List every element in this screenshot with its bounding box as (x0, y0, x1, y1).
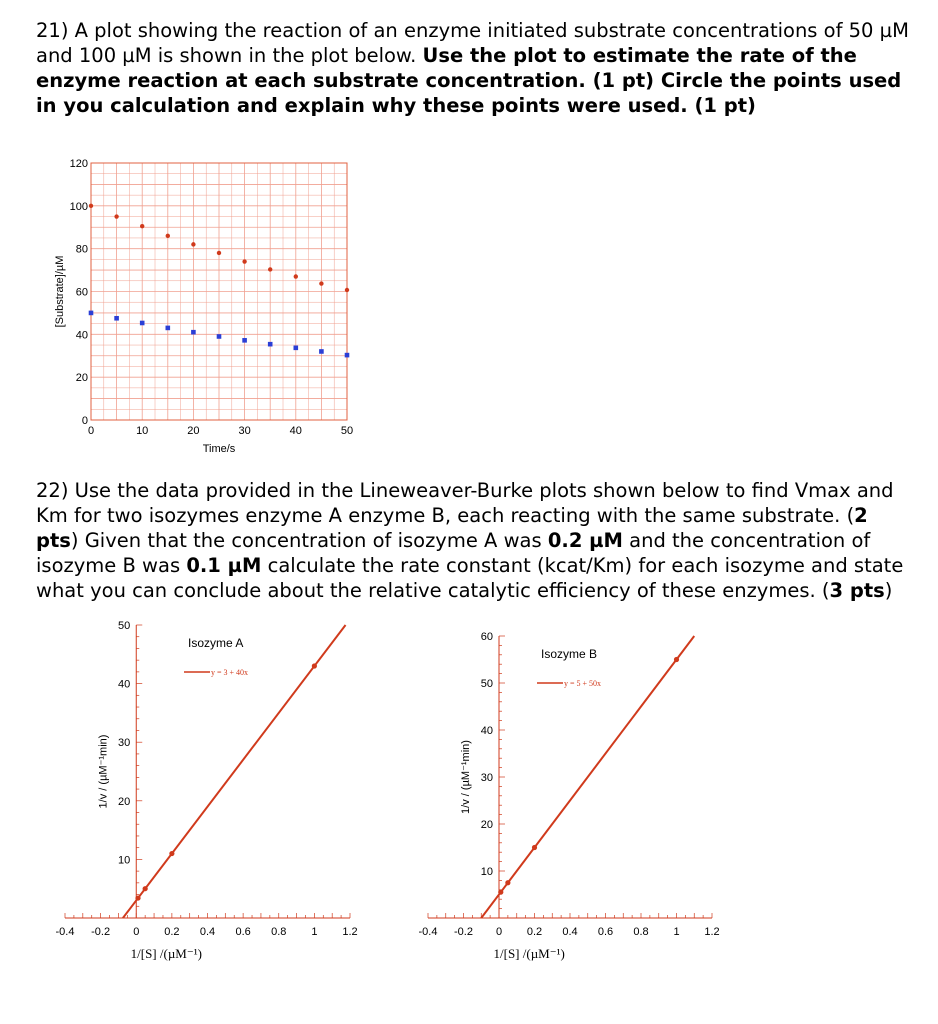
data-point-50uM (191, 330, 196, 335)
data-point (498, 890, 503, 895)
y-tick-label: 40 (118, 678, 131, 691)
x-tick-label: 40 (289, 425, 302, 437)
q21-bold-text: Use the plot to estimate the rate of the enzyme reaction at each substrate concentration. (1 pt) Circle the points used in you calculation and explain why these points were used. (1 pt) (36, 44, 902, 117)
y-axis-label: 1/v / (µM⁻¹min) (97, 734, 110, 809)
q22-text: 22) Use the data provided in the Lineweaver-Burke plots shown below to find Vmax and Km for two isozymes enzyme A enzyme B, each reacting with the same substrate. ( (36, 479, 894, 527)
data-point-100uM (114, 214, 118, 218)
x-tick-label: -0.2 (454, 926, 473, 938)
y-tick-label: 100 (69, 200, 88, 213)
x-tick-label: 1 (673, 926, 680, 938)
x-tick-label: 0.2 (164, 926, 180, 938)
x-tick-label: 20 (187, 425, 200, 437)
x-tick-label: 0 (133, 926, 140, 938)
y-axis-label: [Substrate]/µM (54, 255, 66, 328)
data-point-50uM (242, 338, 247, 343)
x-tick-label: 0.2 (526, 926, 543, 938)
q22-text: and the concentration of isozyme B was (36, 529, 871, 577)
y-tick-label: 60 (75, 286, 88, 299)
data-point-100uM (217, 251, 221, 255)
x-tick-label: -0.2 (91, 926, 111, 938)
y-tick-label: 10 (480, 866, 493, 878)
q22-conc-a: 0.2 µM (547, 529, 623, 552)
data-point (505, 880, 510, 885)
x-tick-label: -0.4 (418, 926, 438, 938)
data-point-50uM (294, 346, 299, 351)
x-tick-label: 0 (87, 425, 95, 437)
y-tick-label: 20 (75, 372, 88, 385)
legend-label: y = 5 + 50x (564, 679, 602, 688)
plot-title: Isozyme B (541, 647, 598, 661)
data-point-50uM (217, 334, 222, 339)
q22-points: 2 pts (36, 504, 868, 552)
x-axis-label: 1/[S] /(µM⁻¹) (493, 946, 565, 961)
y-tick-label: 20 (480, 819, 493, 831)
q21-text: 21) A plot showing the reaction of an enzyme initiated substrate concentrations of 50 µM and 100 µM is shown in the plot below. (36, 19, 909, 67)
data-point-100uM (345, 288, 349, 292)
data-point (135, 895, 140, 900)
x-tick-label: 1.2 (342, 926, 358, 938)
data-point (143, 886, 148, 891)
y-tick-label: 30 (480, 772, 493, 784)
y-tick-label: 20 (118, 795, 131, 808)
y-tick-label: 30 (118, 737, 131, 750)
q22-text: calculate the rate constant (kcat/Km) for each isozyme and state what you can conclude about the relative catalytic efficiency of these enzymes. ( (36, 554, 904, 602)
x-tick-label: 0.8 (271, 926, 287, 938)
q22-text: ) Given that the concentration of isozyme A was (70, 529, 548, 552)
x-axis-label: 1/[S] /(µM⁻¹) (130, 946, 202, 961)
data-point-100uM (89, 204, 93, 208)
x-tick-label: 0 (495, 926, 503, 938)
x-tick-label: 1 (311, 926, 318, 938)
y-axis-label: 1/v / (µM⁻¹min) (460, 740, 472, 814)
data-point-50uM (319, 349, 324, 354)
data-point-50uM (345, 353, 350, 358)
x-tick-label: 0.4 (199, 926, 216, 938)
x-tick-label: 0.4 (562, 926, 578, 938)
y-tick-label: 60 (480, 631, 493, 643)
data-point-50uM (166, 326, 171, 331)
data-point-100uM (140, 224, 144, 228)
y-tick-label: 40 (480, 725, 493, 737)
x-tick-label: 1.2 (704, 926, 720, 938)
q22-conc-b: 0.1 µM (186, 554, 262, 577)
x-tick-label: 0.6 (235, 926, 251, 938)
data-point-100uM (268, 267, 272, 271)
y-tick-label: 40 (75, 329, 88, 342)
y-tick-label: 80 (75, 243, 88, 256)
data-point-50uM (114, 316, 119, 321)
plot-title: Isozyme A (188, 636, 244, 650)
x-tick-label: 0.6 (597, 926, 614, 938)
x-tick-label: -0.4 (55, 926, 75, 938)
q22-text: ) (884, 579, 893, 602)
x-tick-label: 10 (136, 425, 149, 437)
data-point-100uM (242, 259, 246, 263)
y-tick-label: 50 (480, 678, 493, 690)
data-point (312, 663, 317, 668)
data-point-100uM (294, 274, 298, 278)
data-point-100uM (191, 242, 195, 246)
y-tick-label: 120 (69, 158, 88, 170)
x-axis-label: Time/s (202, 443, 236, 455)
data-point-50uM (140, 321, 145, 326)
y-tick-label: 50 (118, 620, 131, 632)
data-point-100uM (166, 234, 170, 238)
data-point (532, 845, 537, 850)
data-point-50uM (89, 311, 94, 316)
legend-label: y = 3 + 40x (211, 668, 249, 677)
data-point (169, 851, 174, 856)
x-tick-label: 30 (238, 425, 251, 437)
q22-points: 3 pts (829, 579, 885, 602)
data-point (674, 657, 679, 662)
y-tick-label: 10 (118, 854, 131, 867)
y-tick-label: 0 (81, 415, 88, 427)
data-point-50uM (268, 342, 273, 347)
x-tick-label: 50 (340, 425, 354, 437)
x-tick-label: 0.8 (633, 926, 649, 938)
data-point-100uM (319, 281, 323, 285)
